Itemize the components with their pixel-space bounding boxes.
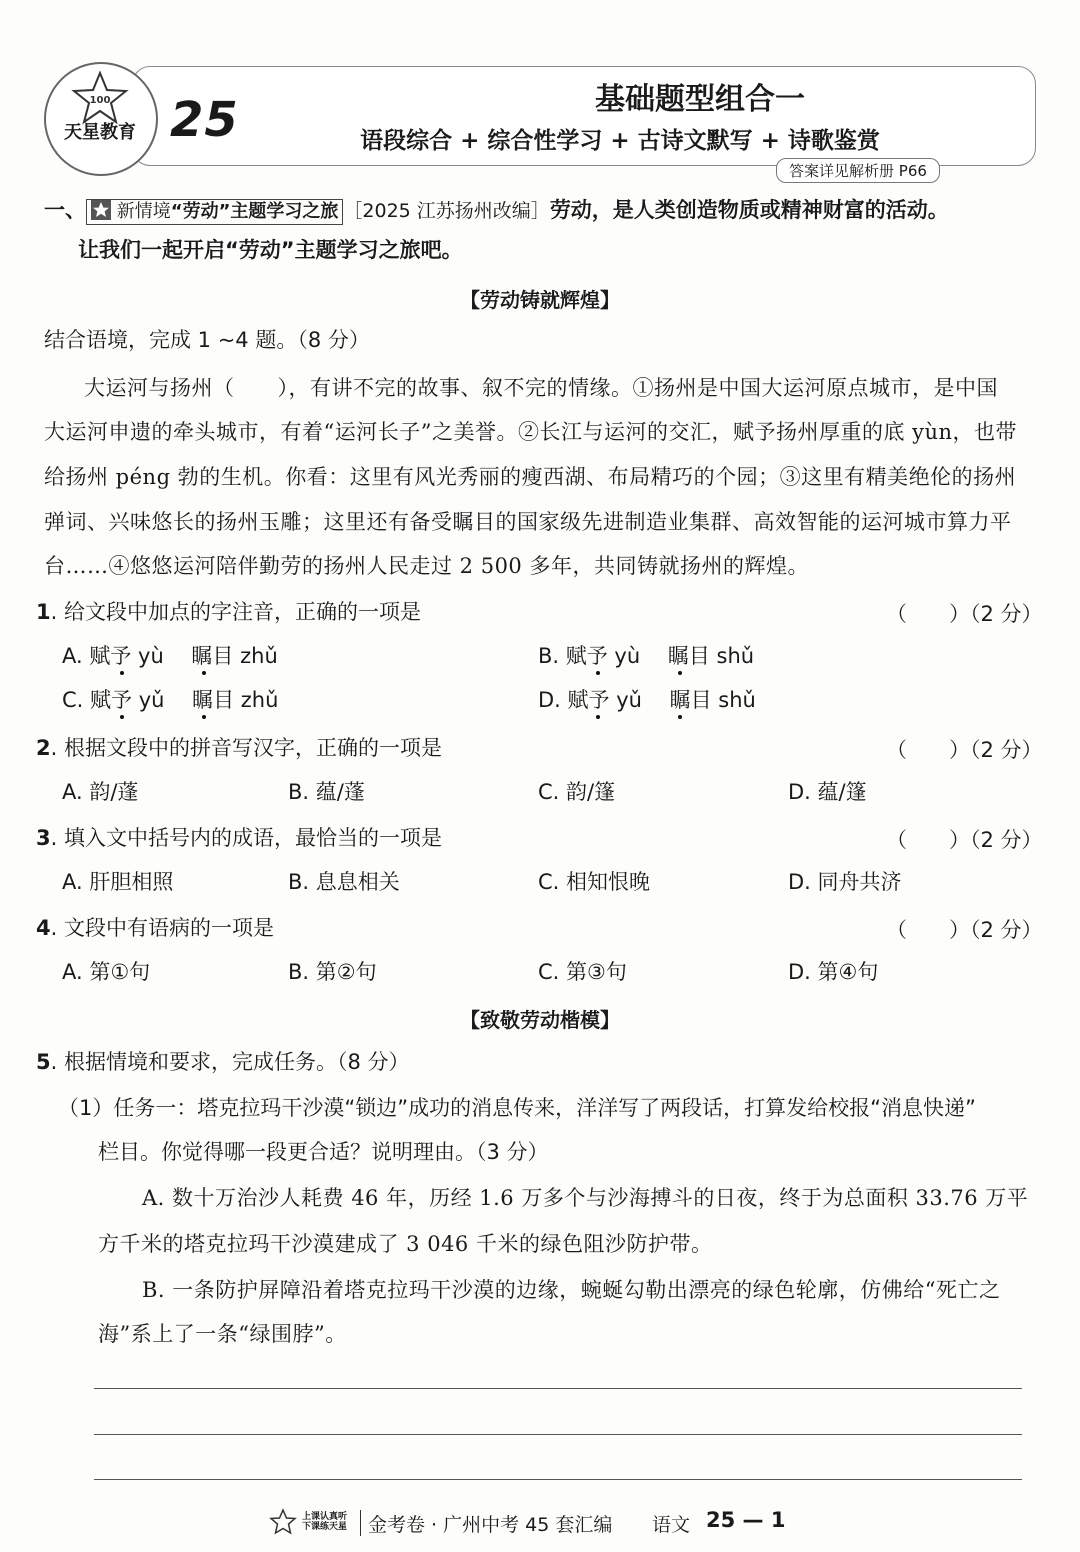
option: D. 同舟共济 bbox=[788, 870, 902, 894]
option-b-text: B. 一条防护屏障沿着塔克拉玛干沙漠的边缘，蜿蜒勾勒出漂亮的绿色轮廓，仿佛给“死亡之 bbox=[142, 1278, 1001, 1302]
option: C. 韵/篷 bbox=[538, 780, 616, 804]
option: C. 第③句 bbox=[538, 960, 627, 984]
emphasis-dot bbox=[678, 715, 682, 719]
intro-text-1: 劳动，是人类创造物质或精神财富的活动。 bbox=[549, 198, 949, 222]
page-title: 基础题型组合一 bbox=[595, 82, 805, 117]
question-3-stem bbox=[36, 824, 442, 852]
answer-reference: 答案详见解析册 P66 bbox=[776, 158, 940, 183]
option: C. 相知恨晚 bbox=[538, 870, 651, 894]
subsection-heading-b: 【致敬劳动楷模】 bbox=[460, 1008, 620, 1032]
emphasis-dot bbox=[596, 715, 600, 719]
page-subtitle: 语段综合 + 综合性学习 + 古诗文默写 + 诗歌鉴赏 bbox=[360, 127, 880, 154]
source-note: ［2025 江苏扬州改编］ bbox=[343, 200, 550, 222]
passage-line: 台……④悠悠运河陪伴勤劳的扬州人民走过 2 500 多年，共同铸就扬州的辉煌。 bbox=[44, 554, 809, 578]
emphasis-dot bbox=[120, 715, 124, 719]
question-number: 2 bbox=[36, 736, 51, 760]
emphasis-dot bbox=[202, 671, 206, 675]
option: B. 蕴/蓬 bbox=[288, 780, 365, 804]
passage-line: 给扬州 péng 勃的生机。你看：这里有风光秀丽的瘦西湖、布局精巧的个园；③这里有精美绝伦的扬州 bbox=[44, 465, 1017, 489]
question-text: . 填入文中括号内的成语，最恰当的一项是 bbox=[50, 826, 442, 850]
passage-line: 大运河申遗的牵头城市，有着“运河长子”之美誉。②长江与运河的交汇，赋予扬州厚重的底 yùn，也带 bbox=[44, 420, 1018, 444]
task-1-text: 栏目。你觉得哪一段更合适？说明理由。（3 分） bbox=[98, 1140, 549, 1164]
option: A. 韵/蓬 bbox=[62, 780, 139, 804]
section-number: 一、 bbox=[44, 197, 86, 222]
option: A. 赋予 yù 瞩目 zhǔ bbox=[62, 644, 278, 668]
option: B. 赋予 yù 瞩目 shǔ bbox=[538, 644, 755, 668]
passage-line: 弹词、兴味悠长的扬州玉雕；这里还有备受瞩目的国家级先进制造业集群、高效智能的运河城市算力平 bbox=[44, 510, 1012, 534]
question-3-mark: （ ）（2 分） bbox=[886, 828, 1043, 852]
question-4-stem bbox=[36, 914, 274, 942]
logo-text: 天星教育 bbox=[64, 122, 136, 143]
option-b-text: 海”系上了一条“绿围脖”。 bbox=[98, 1322, 347, 1346]
emphasis-dot bbox=[202, 715, 206, 719]
option: D. 赋予 yǔ 瞩目 shǔ bbox=[538, 688, 756, 712]
answer-line[interactable] bbox=[94, 1388, 1022, 1389]
slogan-line: 下课练天星 bbox=[302, 1522, 348, 1532]
option: C. 赋予 yǔ 瞩目 zhǔ bbox=[62, 688, 279, 712]
question-4-mark: （ ）（2 分） bbox=[886, 918, 1043, 942]
tag-label: 新情境 bbox=[116, 201, 171, 222]
star-icon bbox=[91, 200, 111, 220]
intro-text-2: 让我们一起开启“劳动”主题学习之旅吧。 bbox=[78, 238, 463, 262]
slogan-line: 上课认真听 bbox=[302, 1512, 348, 1522]
answer-line[interactable] bbox=[94, 1479, 1022, 1480]
emphasis-dot bbox=[678, 671, 682, 675]
question-number: 4 bbox=[36, 916, 51, 940]
emphasis-dot bbox=[596, 671, 600, 675]
mascot-icon bbox=[268, 1508, 298, 1536]
unit-number: 25 bbox=[170, 92, 239, 148]
emphasis-dot bbox=[120, 671, 124, 675]
answer-line[interactable] bbox=[94, 1434, 1022, 1435]
option: B. 第②句 bbox=[288, 960, 377, 984]
option: D. 蕴/篷 bbox=[788, 780, 867, 804]
page-number: 25 — 1 bbox=[706, 1508, 786, 1532]
question-2-mark: （ ）（2 分） bbox=[886, 738, 1043, 762]
question-text: . 文段中有语病的一项是 bbox=[50, 916, 274, 940]
question-1-mark: （ ）（2 分） bbox=[886, 602, 1043, 626]
option: B. 息息相关 bbox=[288, 870, 400, 894]
question-2-stem bbox=[36, 734, 442, 762]
footer-slogan bbox=[302, 1512, 347, 1532]
question-text: . 根据情境和要求，完成任务。（8 分） bbox=[50, 1050, 410, 1074]
book-title: 金考卷 · 广州中考 45 套汇编 bbox=[368, 1514, 613, 1536]
option: A. 第①句 bbox=[62, 960, 151, 984]
question-5-stem bbox=[36, 1048, 410, 1076]
question-text: . 给文段中加点的字注音，正确的一项是 bbox=[50, 600, 421, 624]
instruction: 结合语境，完成 1 ~4 题。（8 分） bbox=[44, 328, 370, 352]
section-intro bbox=[44, 196, 949, 225]
question-text: . 根据文段中的拼音写汉字，正确的一项是 bbox=[50, 736, 442, 760]
option-a-text: A. 数十万治沙人耗费 46 年，历经 1.6 万多个与沙海搏斗的日夜，终于为总面积 33.76 万平 bbox=[142, 1186, 1029, 1210]
subsection-heading-a: 【劳动铸就辉煌】 bbox=[460, 288, 620, 312]
option: A. 肝胆相照 bbox=[62, 870, 174, 894]
task-1-text: （1）任务一：塔克拉玛干沙漠“锁边”成功的消息传来，洋洋写了两段话，打算发给校报“消息快递” bbox=[58, 1096, 976, 1120]
passage-line: 大运河与扬州（ ），有讲不完的故事、叙不完的情缘。①扬州是中国大运河原点城市，是中国 bbox=[84, 376, 998, 400]
logo-badge: 100 bbox=[89, 95, 111, 106]
question-number: 3 bbox=[36, 826, 51, 850]
question-number: 1 bbox=[36, 600, 51, 624]
question-1-stem bbox=[36, 598, 421, 626]
option: D. 第④句 bbox=[788, 960, 879, 984]
subject: 语文 bbox=[652, 1514, 691, 1536]
theme-title: “劳动”主题学习之旅 bbox=[170, 201, 339, 222]
option-a-text: 方千米的塔克拉玛干沙漠建成了 3 046 千米的绿色阻沙防护带。 bbox=[98, 1232, 713, 1256]
footer-divider bbox=[360, 1510, 361, 1536]
question-number: 5 bbox=[36, 1050, 51, 1074]
new-context-tag bbox=[86, 199, 343, 225]
